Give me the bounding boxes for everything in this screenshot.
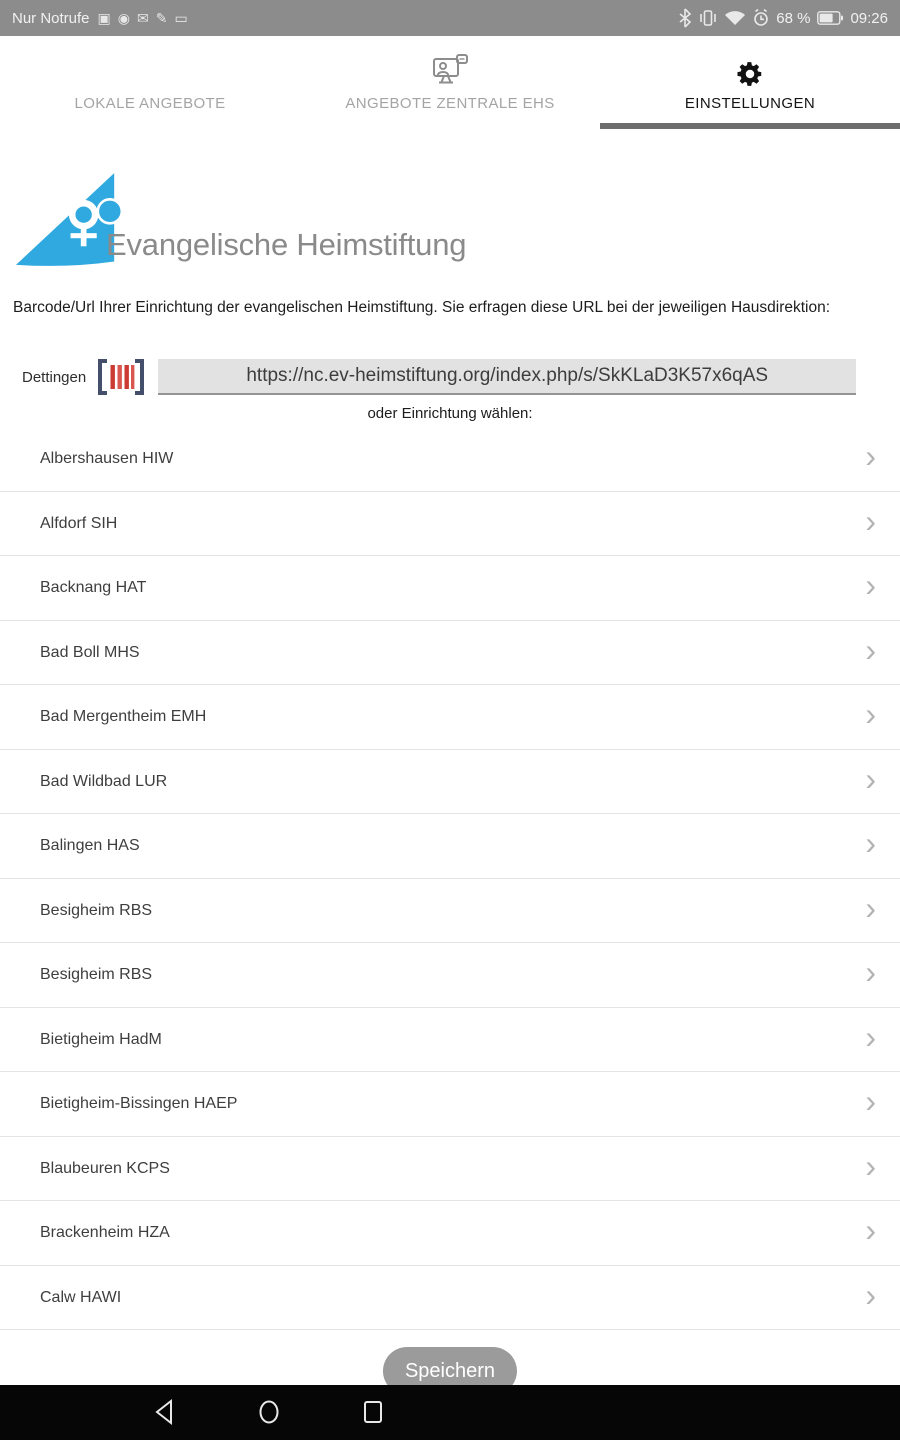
- chevron-right-icon: ›: [865, 825, 876, 862]
- facility-list-item[interactable]: [0, 1072, 900, 1137]
- bluetooth-icon: [678, 8, 692, 28]
- chevron-right-icon: ›: [865, 438, 876, 475]
- facility-list-item[interactable]: [0, 1137, 900, 1202]
- chevron-right-icon: ›: [865, 567, 876, 604]
- facility-list-item[interactable]: [0, 879, 900, 944]
- save-button[interactable]: Speichern: [383, 1347, 517, 1395]
- app-notification-icon: ✎: [155, 9, 168, 26]
- chevron-right-icon: ›: [865, 1276, 876, 1313]
- barcode-scan-icon[interactable]: [97, 358, 145, 396]
- battery-icon: [817, 11, 843, 25]
- gear-icon: [735, 47, 765, 89]
- facility-name-label: Bad Mergentheim EMH: [40, 708, 207, 726]
- notification-icons: [98, 10, 188, 27]
- instructions-text: Barcode/Url Ihrer Einrichtung der evangelischen Heimstiftung. Sie erfragen diese URL bei der jeweiligen Hausdirektion:: [13, 299, 831, 316]
- tab-label: EINSTELLUNGEN: [684, 95, 816, 112]
- tab-bar: [0, 36, 900, 129]
- facility-list-item[interactable]: [0, 685, 900, 750]
- alarm-icon: [753, 8, 769, 28]
- facility-name-label: Backnang HAT: [40, 579, 147, 597]
- app-notification-icon: ✉: [136, 9, 149, 26]
- home-button-icon[interactable]: [254, 1397, 284, 1427]
- choose-facility-prompt: oder Einrichtung wählen:: [367, 405, 533, 423]
- facility-list-item[interactable]: [0, 556, 900, 621]
- carrier-status-text: Nur Notrufe: [12, 9, 90, 27]
- chevron-right-icon: ›: [865, 502, 876, 539]
- app-notification-icon: ▭: [174, 9, 188, 26]
- tab-lokale-angebote[interactable]: [0, 36, 300, 129]
- facility-name-label: Besigheim RBS: [40, 901, 153, 919]
- clock-text: 09:26: [850, 9, 888, 27]
- screen-share-icon: [431, 47, 469, 89]
- tab-einstellungen[interactable]: [600, 36, 900, 129]
- facility-list-item[interactable]: [0, 1201, 900, 1266]
- chevron-right-icon: ›: [865, 1147, 876, 1184]
- facility-list-item[interactable]: [0, 621, 900, 686]
- facility-name-label: Brackenheim HZA: [40, 1224, 170, 1242]
- chevron-right-icon: ›: [865, 631, 876, 668]
- wifi-icon: [724, 9, 746, 27]
- facility-list: [0, 427, 900, 1330]
- tab-label: ANGEBOTE ZENTRALE EHS: [345, 95, 555, 112]
- facility-name-label: Bietigheim-Bissingen HAEP: [40, 1095, 238, 1113]
- battery-percent-text: 68 %: [776, 9, 811, 27]
- chevron-right-icon: ›: [865, 889, 876, 926]
- app-notification-icon: ◉: [117, 9, 130, 26]
- facility-name-label: Blaubeuren KCPS: [40, 1159, 170, 1177]
- facility-list-item[interactable]: [0, 750, 900, 815]
- facility-list-item[interactable]: [0, 1266, 900, 1331]
- back-button-icon[interactable]: [150, 1397, 180, 1427]
- facility-list-item[interactable]: [0, 492, 900, 557]
- facility-name-label: Calw HAWI: [40, 1288, 122, 1306]
- app-notification-icon: ▣: [97, 9, 111, 26]
- facility-name-label: Bietigheim HadM: [40, 1030, 162, 1048]
- facility-name-label: Balingen HAS: [40, 837, 140, 855]
- facility-url-input[interactable]: [158, 359, 856, 395]
- facility-list-item[interactable]: [0, 943, 900, 1008]
- facility-list-item[interactable]: [0, 427, 900, 492]
- android-navigation-bar: [0, 1385, 900, 1440]
- facility-name-label: Albershausen HIW: [40, 450, 174, 468]
- chevron-right-icon: ›: [865, 1083, 876, 1120]
- recents-button-icon[interactable]: [358, 1397, 388, 1427]
- facility-name-label: Alfdorf SIH: [40, 514, 118, 532]
- facility-list-item[interactable]: [0, 814, 900, 879]
- chevron-right-icon: ›: [865, 1212, 876, 1249]
- facility-name-label: Bad Boll MHS: [40, 643, 140, 661]
- facility-url-row: [0, 358, 900, 396]
- selected-facility-label: Dettingen: [22, 368, 87, 386]
- tab-label: LOKALE ANGEBOTE: [74, 95, 226, 112]
- brand-title: Evangelische Heimstiftung: [106, 227, 467, 262]
- chevron-right-icon: ›: [865, 696, 876, 733]
- brand-header: [8, 171, 900, 267]
- chevron-right-icon: ›: [865, 1018, 876, 1055]
- chevron-right-icon: ›: [865, 954, 876, 991]
- active-tab-indicator: [600, 123, 900, 129]
- facility-name-label: Besigheim RBS: [40, 966, 153, 984]
- status-bar: [0, 0, 900, 36]
- facility-name-label: Bad Wildbad LUR: [40, 772, 168, 790]
- facility-list-item[interactable]: [0, 1008, 900, 1073]
- tab-angebote-zentrale-ehs[interactable]: [300, 36, 600, 129]
- vibrate-icon: [699, 8, 717, 28]
- chevron-right-icon: ›: [865, 760, 876, 797]
